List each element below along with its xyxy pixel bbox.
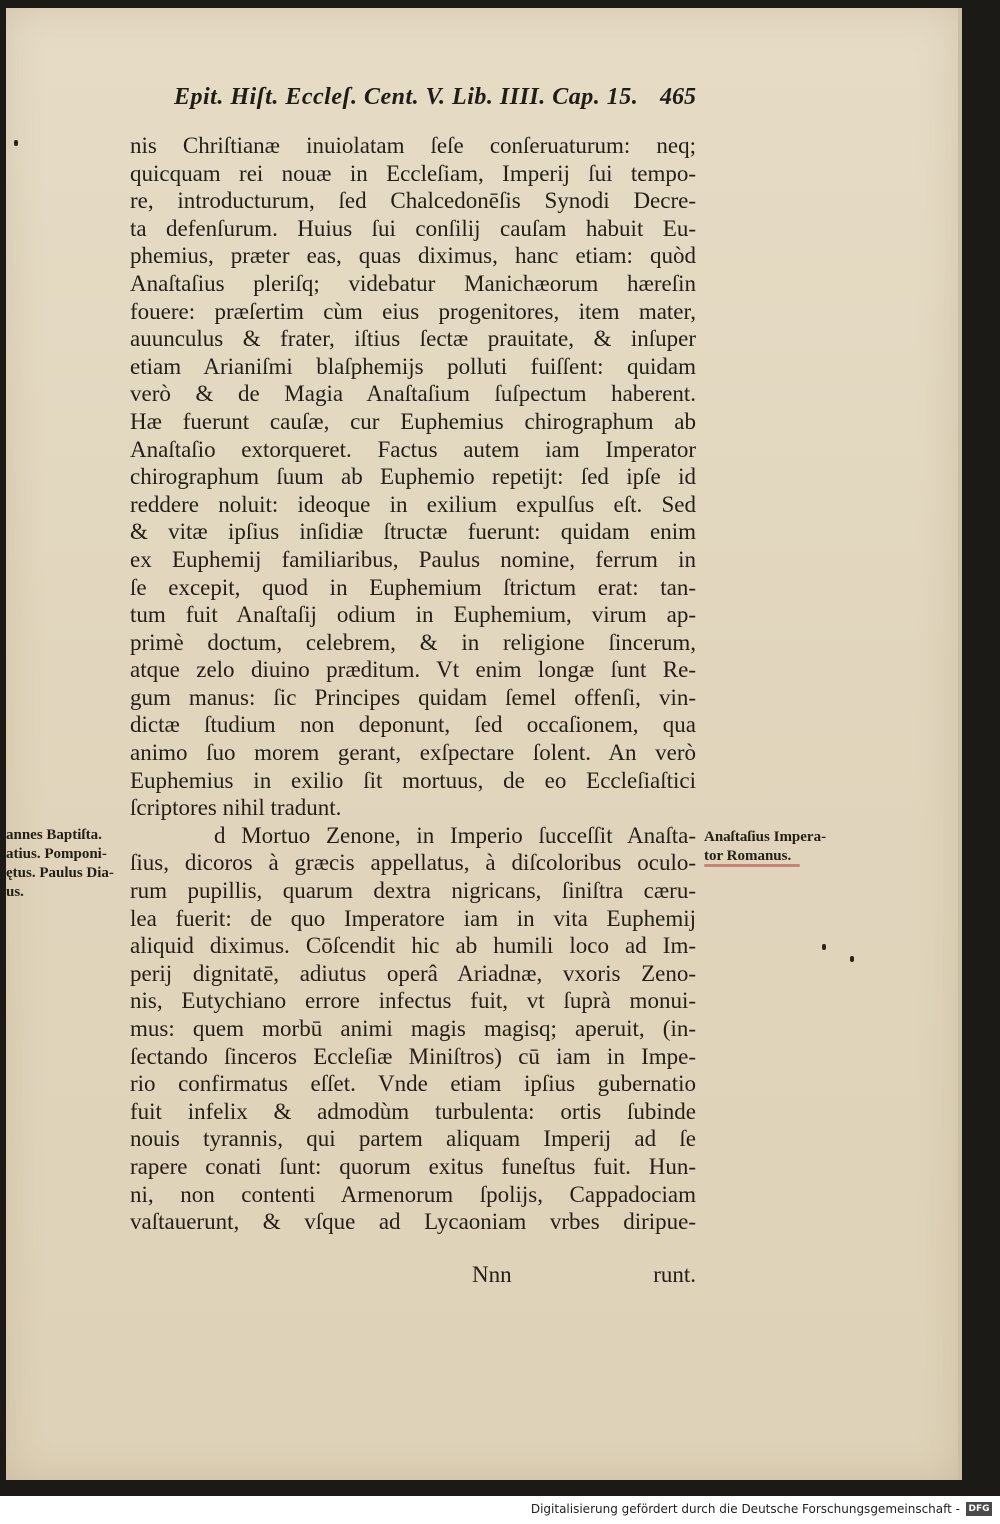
running-head-title: Epit. Hiſt. Eccleſ. Cent. V. Lib. IIII. Cap. 15. — [174, 84, 639, 110]
text-line: reddere noluit: ideoque in exilium expulſus eſt. Sed — [130, 491, 696, 517]
text-line: fouere: præſertim cùm eius progenitores, item mater, — [130, 298, 696, 324]
text-line: atque zelo diuino præditum. Vt enim longæ ſunt Re- — [130, 657, 696, 683]
text-line: aliquid diximus. Cōſcendit hic ab humili loco ad Im- — [130, 933, 696, 959]
footer-bar — [0, 1496, 1000, 1524]
text-line: ta defenſurum. Huius ſui conſilij cauſam habuit Eu- — [130, 215, 696, 241]
text-line: nouis tyrannis, qui partem aliquam Imperij ad ſe — [130, 1126, 696, 1152]
ink-mark — [14, 140, 18, 146]
text-line: etiam Arianiſmi blaſphemijs polluti fuiſſent: quidam — [130, 353, 696, 379]
right-marginal-note — [704, 828, 854, 866]
text-line: vaſtauerunt, & vſque ad Lycaoniam vrbes diripue- — [130, 1209, 696, 1235]
text-line: nis Chriſtianæ inuiolatam ſeſe conſeruaturum: neq; — [130, 133, 696, 158]
marginal-line: us. — [6, 884, 24, 900]
funding-notice: Digitalisierung gefördert durch die Deutsche Forschungsgemeinschaft - — [530, 1502, 960, 1516]
text-line: dictæ ſtudium non deponunt, ſed occaſionem, qua — [130, 712, 696, 738]
dfg-logo: DFG — [966, 1502, 992, 1516]
text-line: ſcriptores nihil tradunt. — [130, 795, 342, 821]
text-line: re, introducturum, ſed Chalcedonēſis Synodi Decre- — [130, 188, 696, 214]
marginal-line: ętus. Paulus Dia- — [6, 865, 114, 881]
text-line: verò & de Magia Anaſtaſium ſuſpectum haberent. — [130, 381, 696, 407]
ink-mark — [850, 956, 854, 962]
text-line: animo ſuo morem gerant, exſpectare ſolent. An verò — [130, 740, 696, 766]
text-line: primè doctum, celebrem, & in religione ſincerum, — [130, 629, 696, 655]
text-line: & vitæ ipſius inſidiæ ſtructæ fuerunt: quidam enim — [130, 519, 696, 545]
page-number: 465 — [660, 84, 696, 110]
marginal-line: atius. Pomponi- — [6, 846, 107, 862]
text-line: ni, non contenti Armenorum ſpolijs, Cappadociam — [130, 1181, 696, 1207]
text-line: Anaſtaſio extorqueret. Factus autem iam Imperator — [130, 436, 696, 462]
left-marginal-note — [6, 826, 124, 902]
text-line: gum manus: ſic Principes quidam ſemel offenſi, vin- — [130, 684, 696, 710]
text-line: ſius, dicoros à græcis appellatus, à diſcoloribus oculo- — [130, 850, 696, 876]
ink-mark — [822, 944, 826, 950]
text-line: tum fuit Anaſtaſij odium in Euphemium, virum ap- — [130, 602, 696, 628]
page-foot — [130, 1262, 696, 1290]
text-line: ſe excepit, quod in Euphemium ſtrictum erat: tan- — [130, 574, 696, 600]
marginal-line: annes Baptiſta. — [6, 827, 102, 843]
marginal-line: Anaſtaſius Impera- — [704, 829, 827, 845]
catchword: runt. — [653, 1262, 696, 1287]
text-line: d Mortuo Zenone, in Imperio ſucceſſit Anaſta- — [214, 822, 696, 848]
text-line: fuit infelix & admodùm turbulenta: ortis ſubinde — [130, 1098, 696, 1124]
text-line: rapere conati ſunt: quorum exitus funeſtus fuit. Hun- — [130, 1153, 696, 1179]
text-line: ſectando ſinceros Eccleſiæ Miniſtros) cū iam in Impe- — [130, 1043, 696, 1069]
running-head — [6, 84, 958, 120]
text-line: perij dignitatē, adiutus operâ Ariadnæ, vxoris Zeno- — [130, 960, 696, 986]
red-pencil-underline — [704, 864, 800, 867]
text-line: phemius, præter eas, quas diximus, hanc etiam: quòd — [130, 243, 696, 269]
text-line: mus: quem morbū animi magis magisq; aperuit, (in- — [130, 1016, 696, 1041]
text-line: auunculus & frater, iſtius ſectæ prauitate, & inſuper — [130, 326, 696, 352]
text-line: quicquam rei nouæ in Eccleſiam, Imperij ſui tempo- — [130, 160, 696, 186]
text-line: rum pupillis, quarum dextra nigricans, ſiniſtra cæru- — [130, 878, 696, 904]
text-line: lea fuerit: de quo Imperatore iam in vita Euphemij — [130, 905, 696, 931]
text-line: Anaſtaſius pleriſq; videbatur Manichæorum hæreſin — [130, 270, 696, 296]
text-line: chirographum ſuum ab Euphemio repetijt: ſed ipſe id — [130, 464, 696, 490]
body-text — [130, 132, 696, 1236]
text-line: nis, Eutychiano errore infectus fuit, vt ſuprà monui- — [130, 988, 696, 1014]
marginal-line: tor Romanus. — [704, 848, 792, 864]
text-line: ex Euphemij familiaribus, Paulus nomine, ferrum in — [130, 546, 696, 572]
text-line: Hæ fuerunt cauſæ, cur Euphemius chirographum ab — [130, 408, 696, 434]
text-line: Euphemius in exilio ſit mortuus, de eo Eccleſiaſtici — [130, 767, 696, 793]
signature-mark: Nnn — [472, 1262, 512, 1287]
page-edge — [958, 8, 962, 1480]
text-line: rio confirmatus eſſet. Vnde etiam ipſius gubernatio — [130, 1071, 696, 1097]
